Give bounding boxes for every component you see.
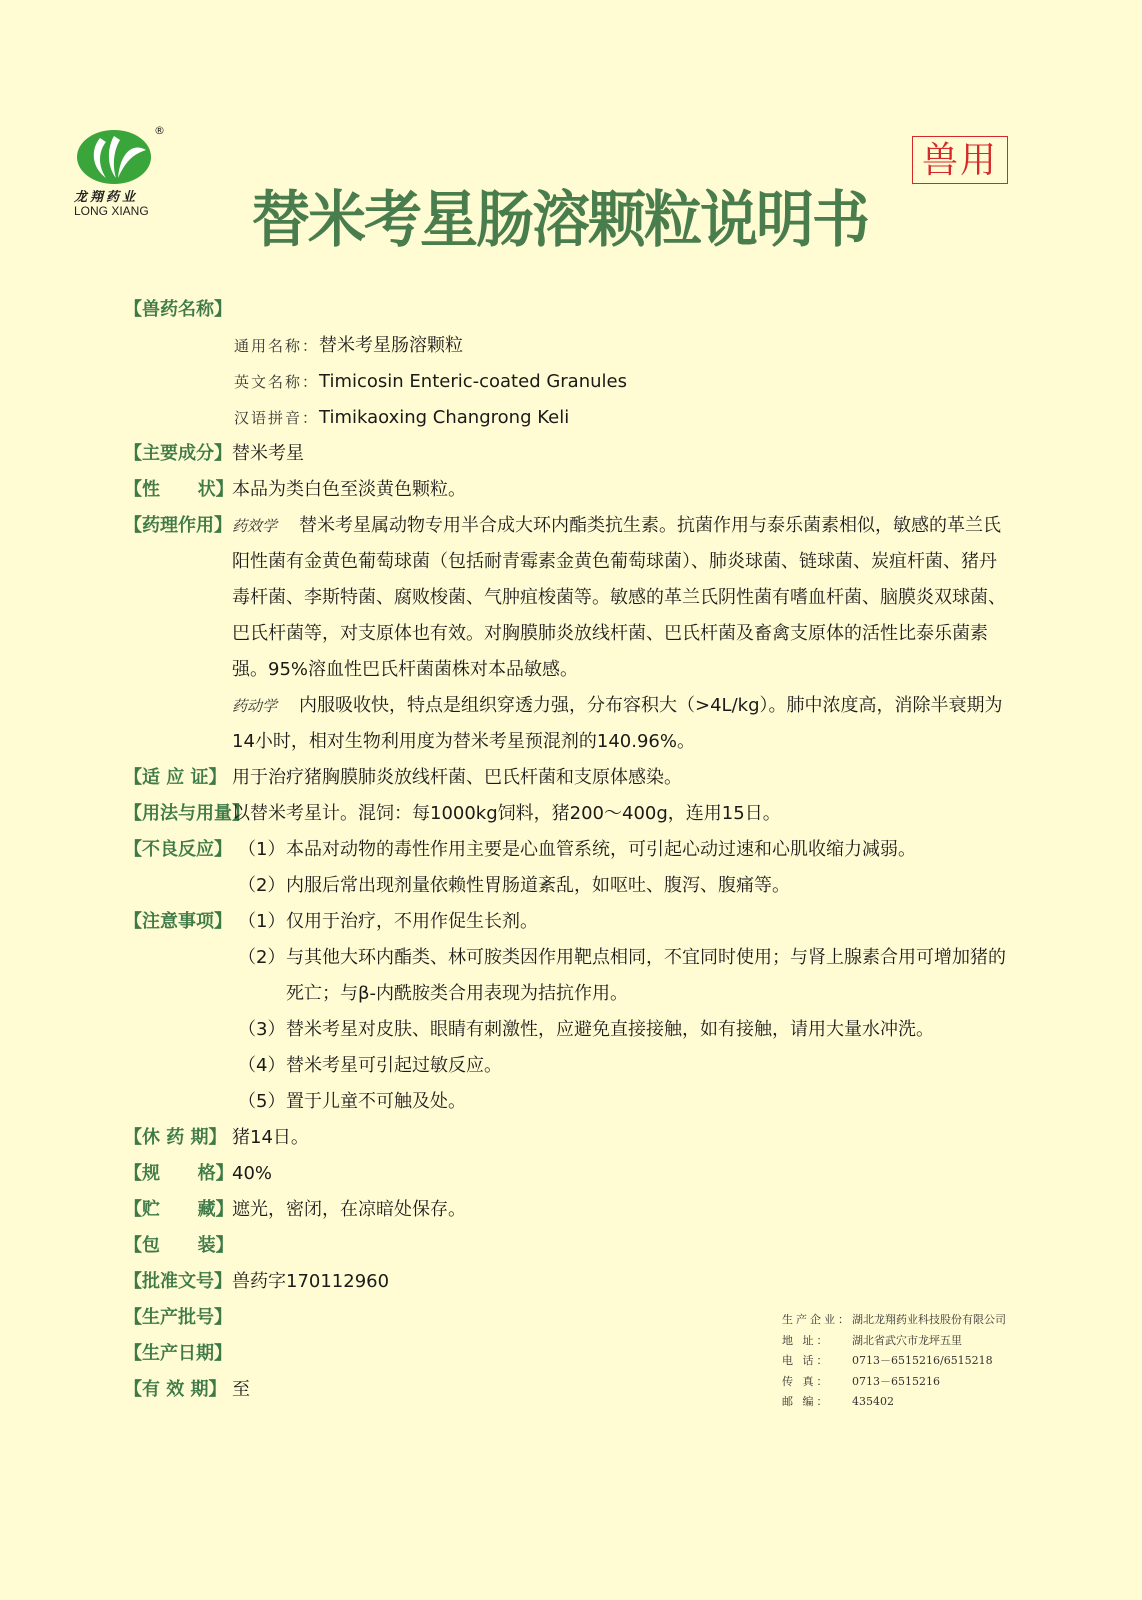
fax: 0713－6515216 bbox=[852, 1374, 940, 1388]
section-specification bbox=[124, 1156, 1014, 1192]
section-value: 用于治疗猪胸膜肺炎放线杆菌、巴氏杆菌和支原体感染。 bbox=[232, 767, 682, 788]
section-value: 替米考星 bbox=[232, 443, 304, 464]
section-indications bbox=[124, 760, 1014, 796]
list-text: 与其他大环内酯类、林可胺类因作用靶点相同，不宜同时使用；与肾上腺素合用可增加猪的死亡；与β-内酰胺类合用表现为拮抗作用。 bbox=[286, 947, 1006, 1004]
list-number: （4） bbox=[238, 1055, 286, 1076]
address: 湖北省武穴市龙坪五里 bbox=[852, 1333, 962, 1347]
list-number: （1） bbox=[238, 839, 286, 860]
page-title: 替米考星肠溶颗粒说明书 bbox=[252, 183, 869, 256]
list-text: 内服后常出现剂量依赖性胃肠道紊乱，如呕吐、腹泻、腹痛等。 bbox=[286, 875, 790, 896]
section-vet-drug-name bbox=[124, 292, 1014, 328]
pharmacodynamics-tag: 药效学 bbox=[232, 517, 278, 535]
section-appearance bbox=[124, 472, 1014, 508]
registered-mark: ® bbox=[154, 124, 165, 137]
list-number: （2） bbox=[238, 875, 286, 896]
brand-name-cn: 龙翔药业 bbox=[74, 190, 139, 205]
section-label: 【注意事项】 bbox=[124, 911, 232, 932]
section-value: 本品为类白色至淡黄色颗粒。 bbox=[232, 479, 466, 500]
section-label: 【性 状】 bbox=[124, 479, 234, 500]
section-approval-number bbox=[124, 1264, 1014, 1300]
field-key: 电 话： bbox=[782, 1354, 831, 1367]
section-list bbox=[232, 832, 1014, 904]
section-main-ingredient bbox=[124, 436, 1014, 472]
section-value: 猪14日。 bbox=[232, 1127, 309, 1148]
list-item bbox=[232, 904, 1014, 940]
section-label: 【规 格】 bbox=[124, 1163, 234, 1184]
company-name: 湖北龙翔药业科技股份有限公司 bbox=[852, 1313, 1006, 1326]
section-precautions bbox=[124, 904, 1014, 1120]
list-number: （1） bbox=[238, 911, 286, 932]
section-pharmacology bbox=[124, 508, 1014, 760]
list-number: （5） bbox=[238, 1091, 286, 1112]
vet-use-stamp: 兽用 bbox=[912, 136, 1008, 184]
section-label: 【贮 藏】 bbox=[124, 1199, 234, 1220]
list-item bbox=[232, 1084, 1014, 1120]
section-value: 以替米考星计。混饲：每1000kg饲料，猪200～400g，连用15日。 bbox=[232, 803, 781, 824]
field-key: 英文名称： bbox=[234, 373, 320, 391]
generic-name: 替米考星肠溶颗粒 bbox=[319, 335, 464, 356]
list-item bbox=[232, 1048, 1014, 1084]
section-label: 【生产日期】 bbox=[124, 1343, 232, 1364]
list-text: 替米考星对皮肤、眼睛有刺激性，应避免直接接触，如有接触，请用大量水冲洗。 bbox=[286, 1019, 934, 1040]
leaf-logo-icon bbox=[76, 128, 152, 186]
english-name-row bbox=[124, 364, 1014, 400]
brand-name-en: LONG XIANG bbox=[74, 204, 149, 218]
section-label: 【批准文号】 bbox=[124, 1271, 232, 1292]
phone-row bbox=[782, 1351, 1006, 1372]
pharmacodynamics-paragraph bbox=[232, 508, 1014, 688]
list-item bbox=[232, 1012, 1014, 1048]
list-text: 替米考星可引起过敏反应。 bbox=[286, 1055, 502, 1076]
section-adverse-reactions bbox=[124, 832, 1014, 904]
section-value bbox=[232, 508, 1014, 760]
generic-name-row bbox=[124, 328, 1014, 364]
field-key: 地 址： bbox=[782, 1333, 831, 1347]
section-dosage bbox=[124, 796, 1014, 832]
list-number: （2） bbox=[238, 947, 286, 968]
pharmacodynamics-text: 替米考星属动物专用半合成大环内酯类抗生素。抗菌作用与泰乐菌素相似，敏感的革兰氏阳性菌有金黄色葡萄球菌（包括耐青霉素金黄色葡萄球菌）、肺炎球菌、链球菌、炭疽杆菌、猪丹毒杆菌、李斯特菌、腐败梭菌、气肿疽梭菌等。敏感的革兰氏阴性菌有嗜血杆菌、脑膜炎双球菌、巴氏杆菌等，对支原体也有效。对胸膜肺炎放线杆菌、巴氏杆菌及畜禽支原体的活性比泰乐菌素强。95%溶血性巴氏杆菌菌株对本品敏感。 bbox=[232, 515, 1006, 680]
section-storage bbox=[124, 1192, 1014, 1228]
section-value: 遮光，密闭，在凉暗处保存。 bbox=[232, 1199, 466, 1220]
section-label: 【药理作用】 bbox=[124, 515, 232, 536]
section-label: 【主要成分】 bbox=[124, 443, 232, 464]
field-key: 通用名称： bbox=[234, 337, 320, 355]
section-list bbox=[232, 904, 1014, 1120]
section-label: 【生产批号】 bbox=[124, 1307, 232, 1328]
company-logo bbox=[74, 122, 164, 222]
pharmacokinetics-text: 内服吸收快，特点是组织穿透力强，分布容积大（>4L/kg）。肺中浓度高，消除半衰期为14小时，相对生物利用度为替米考星预混剂的140.96%。 bbox=[232, 695, 1003, 752]
english-name: Timicosin Enteric-coated Granules bbox=[319, 371, 627, 392]
field-key: 汉语拼音： bbox=[234, 409, 320, 427]
section-label: 【有 效 期】 bbox=[124, 1379, 227, 1400]
field-key: 生产企业： bbox=[782, 1313, 852, 1326]
section-value: 40% bbox=[232, 1163, 273, 1184]
list-number: （3） bbox=[238, 1019, 286, 1040]
section-label: 【适 应 证】 bbox=[124, 767, 227, 788]
section-label: 【兽药名称】 bbox=[124, 299, 232, 320]
postcode: 435402 bbox=[852, 1395, 894, 1408]
phone: 0713－6515216/6515218 bbox=[852, 1354, 993, 1367]
section-withdrawal-period bbox=[124, 1120, 1014, 1156]
pharmacokinetics-tag: 药动学 bbox=[232, 697, 278, 715]
pinyin-row bbox=[124, 400, 1014, 436]
field-key: 传 真： bbox=[782, 1374, 831, 1388]
fax-row bbox=[782, 1372, 1006, 1393]
section-label: 【不良反应】 bbox=[124, 839, 232, 860]
list-text: 置于儿童不可触及处。 bbox=[286, 1091, 466, 1112]
leaflet-content bbox=[124, 292, 1014, 1408]
manufacturer-info bbox=[782, 1310, 1006, 1413]
company-row bbox=[782, 1310, 1006, 1331]
section-value: 兽药字170112960 bbox=[232, 1271, 390, 1292]
section-label: 【休 药 期】 bbox=[124, 1127, 227, 1148]
list-item bbox=[232, 940, 1014, 1012]
list-item bbox=[232, 868, 1014, 904]
pinyin-name: Timikaoxing Changrong Keli bbox=[319, 407, 570, 428]
section-value: 至 bbox=[232, 1379, 250, 1400]
section-packaging bbox=[124, 1228, 1014, 1264]
postcode-row bbox=[782, 1392, 1006, 1413]
section-label: 【包 装】 bbox=[124, 1235, 234, 1256]
section-label: 【用法与用量】 bbox=[124, 803, 250, 824]
list-text: 仅用于治疗，不用作促生长剂。 bbox=[286, 911, 538, 932]
address-row bbox=[782, 1331, 1006, 1352]
pharmacokinetics-paragraph bbox=[232, 688, 1014, 760]
list-item bbox=[232, 832, 1014, 868]
field-key: 邮 编： bbox=[782, 1395, 831, 1408]
list-text: 本品对动物的毒性作用主要是心血管系统，可引起心动过速和心肌收缩力减弱。 bbox=[286, 839, 916, 860]
